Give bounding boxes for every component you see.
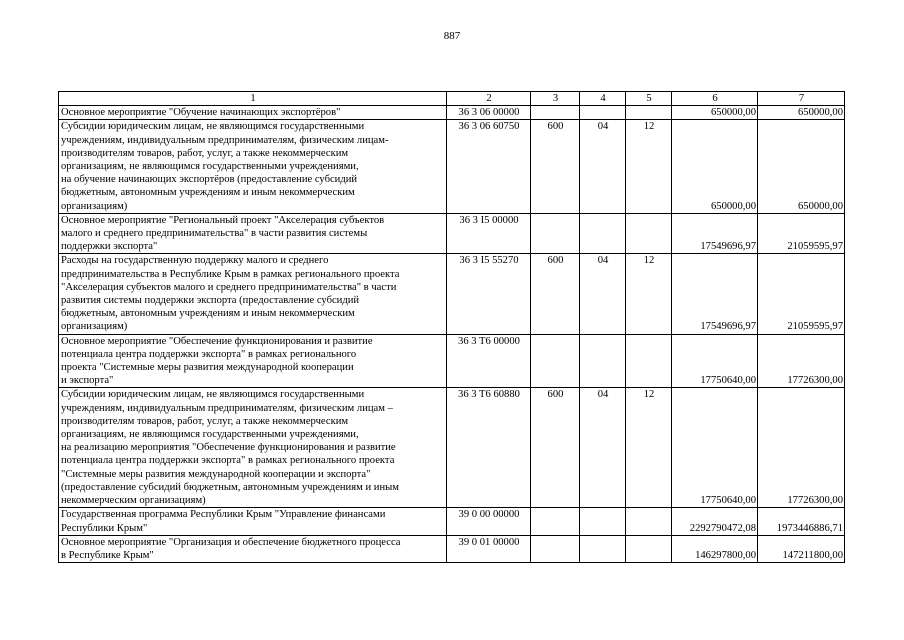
subsection-cell: 12 — [626, 120, 672, 213]
section-cell: 04 — [580, 120, 626, 213]
header-cell: 3 — [531, 92, 580, 106]
amount-year2-cell: 650000,00 — [758, 120, 845, 213]
item-name-cell: Основное мероприятие "Обучение начинающих экспортёров" — [59, 106, 447, 120]
header-cell: 6 — [672, 92, 758, 106]
section-cell — [580, 535, 626, 562]
header-cell: 1 — [59, 92, 447, 106]
amount-year1-cell: 146297800,00 — [672, 535, 758, 562]
item-name-cell: Субсидии юридическим лицам, не являющимся государственными учреждениям, индивидуальным предпринимателям, физическим лицам – производителям товаров, работ, услуг, а также некоммерческим организациям, не являющимся государственными учреждениями, на реализацию мероприятия "Обеспечение функционирования и развитие потенциала центра поддержки экспорта" в рамках регионального проекта "Системные меры развития международной кооперации и экспорта" (предоставление субсидий бюджетным, автономным учреждениям и иным некоммерческим организациям) — [59, 388, 447, 508]
section-cell — [580, 213, 626, 254]
amount-year1-cell: 17750640,00 — [672, 334, 758, 388]
item-name-cell: Расходы на государственную поддержку малого и среднего предпринимательства в Республике Крым в рамках регионального проекта "Акселерация субъектов малого и среднего предпринимательства" в части развития системы поддержки экспорта (предоставление субсидий бюджетным, автономным учреждениям и иным некоммерческим организациям) — [59, 254, 447, 334]
expense-type-cell — [531, 535, 580, 562]
amount-year1-cell: 17549696,97 — [672, 213, 758, 254]
target-code-cell: 36 3 T6 00000 — [447, 334, 531, 388]
item-name-cell: Государственная программа Республики Крым "Управление финансами Республики Крым" — [59, 508, 447, 535]
table-row — [59, 388, 845, 508]
target-code-cell: 36 3 06 60750 — [447, 120, 531, 213]
page-number: 887 — [443, 30, 461, 42]
item-name-cell: Основное мероприятие "Обеспечение функционирования и развитие потенциала центра поддержки экспорта" в рамках регионального проекта "Системные меры развития международной кооперации и экспорта" — [59, 334, 447, 388]
amount-year2-cell: 17726300,00 — [758, 334, 845, 388]
table-header-row — [59, 92, 845, 106]
amount-year2-cell: 17726300,00 — [758, 388, 845, 508]
item-name-cell: Субсидии юридическим лицам, не являющимся государственными учреждениям, индивидуальным предпринимателям, физическим лицам- производителям товаров, работ, услуг, а также некоммерческим организациям, не являющимся государственными учреждениями, на обучение начинающих экспортёров (предоставление субсидий бюджетным, автономным учреждениям и иным некоммерческим организациям) — [59, 120, 447, 213]
amount-year2-cell: 650000,00 — [758, 106, 845, 120]
header-cell: 5 — [626, 92, 672, 106]
expense-type-cell: 600 — [531, 388, 580, 508]
amount-year1-cell: 17750640,00 — [672, 388, 758, 508]
subsection-cell — [626, 334, 672, 388]
expense-type-cell — [531, 213, 580, 254]
subsection-cell — [626, 106, 672, 120]
table-row — [59, 213, 845, 254]
subsection-cell — [626, 508, 672, 535]
expense-type-cell — [531, 106, 580, 120]
amount-year1-cell: 650000,00 — [672, 120, 758, 213]
expense-type-cell — [531, 334, 580, 388]
target-code-cell: 36 3 I5 00000 — [447, 213, 531, 254]
amount-year2-cell: 21059595,97 — [758, 213, 845, 254]
section-cell — [580, 508, 626, 535]
header-cell: 4 — [580, 92, 626, 106]
item-name-cell: Основное мероприятие "Региональный проект "Акселерация субъектов малого и среднего предпринимательства" в части развития системы поддержки экспорта" — [59, 213, 447, 254]
amount-year1-cell: 17549696,97 — [672, 254, 758, 334]
amount-year1-cell: 2292790472,08 — [672, 508, 758, 535]
amount-year2-cell: 1973446886,71 — [758, 508, 845, 535]
table-row — [59, 334, 845, 388]
amount-year2-cell: 147211800,00 — [758, 535, 845, 562]
expense-type-cell: 600 — [531, 120, 580, 213]
subsection-cell: 12 — [626, 388, 672, 508]
target-code-cell: 39 0 01 00000 — [447, 535, 531, 562]
subsection-cell: 12 — [626, 254, 672, 334]
target-code-cell: 39 0 00 00000 — [447, 508, 531, 535]
table-row — [59, 120, 845, 213]
target-code-cell: 36 3 06 00000 — [447, 106, 531, 120]
amount-year2-cell: 21059595,97 — [758, 254, 845, 334]
subsection-cell — [626, 213, 672, 254]
section-cell — [580, 106, 626, 120]
section-cell: 04 — [580, 254, 626, 334]
expense-type-cell — [531, 508, 580, 535]
header-cell: 2 — [447, 92, 531, 106]
table-row — [59, 106, 845, 120]
target-code-cell: 36 3 T6 60880 — [447, 388, 531, 508]
section-cell — [580, 334, 626, 388]
table-row — [59, 535, 845, 562]
item-name-cell: Основное мероприятие "Организация и обеспечение бюджетного процесса в Республике Крым" — [59, 535, 447, 562]
budget-table — [58, 91, 845, 563]
subsection-cell — [626, 535, 672, 562]
section-cell: 04 — [580, 388, 626, 508]
expense-type-cell: 600 — [531, 254, 580, 334]
table-row — [59, 508, 845, 535]
amount-year1-cell: 650000,00 — [672, 106, 758, 120]
header-cell: 7 — [758, 92, 845, 106]
target-code-cell: 36 3 I5 55270 — [447, 254, 531, 334]
table-row — [59, 254, 845, 334]
